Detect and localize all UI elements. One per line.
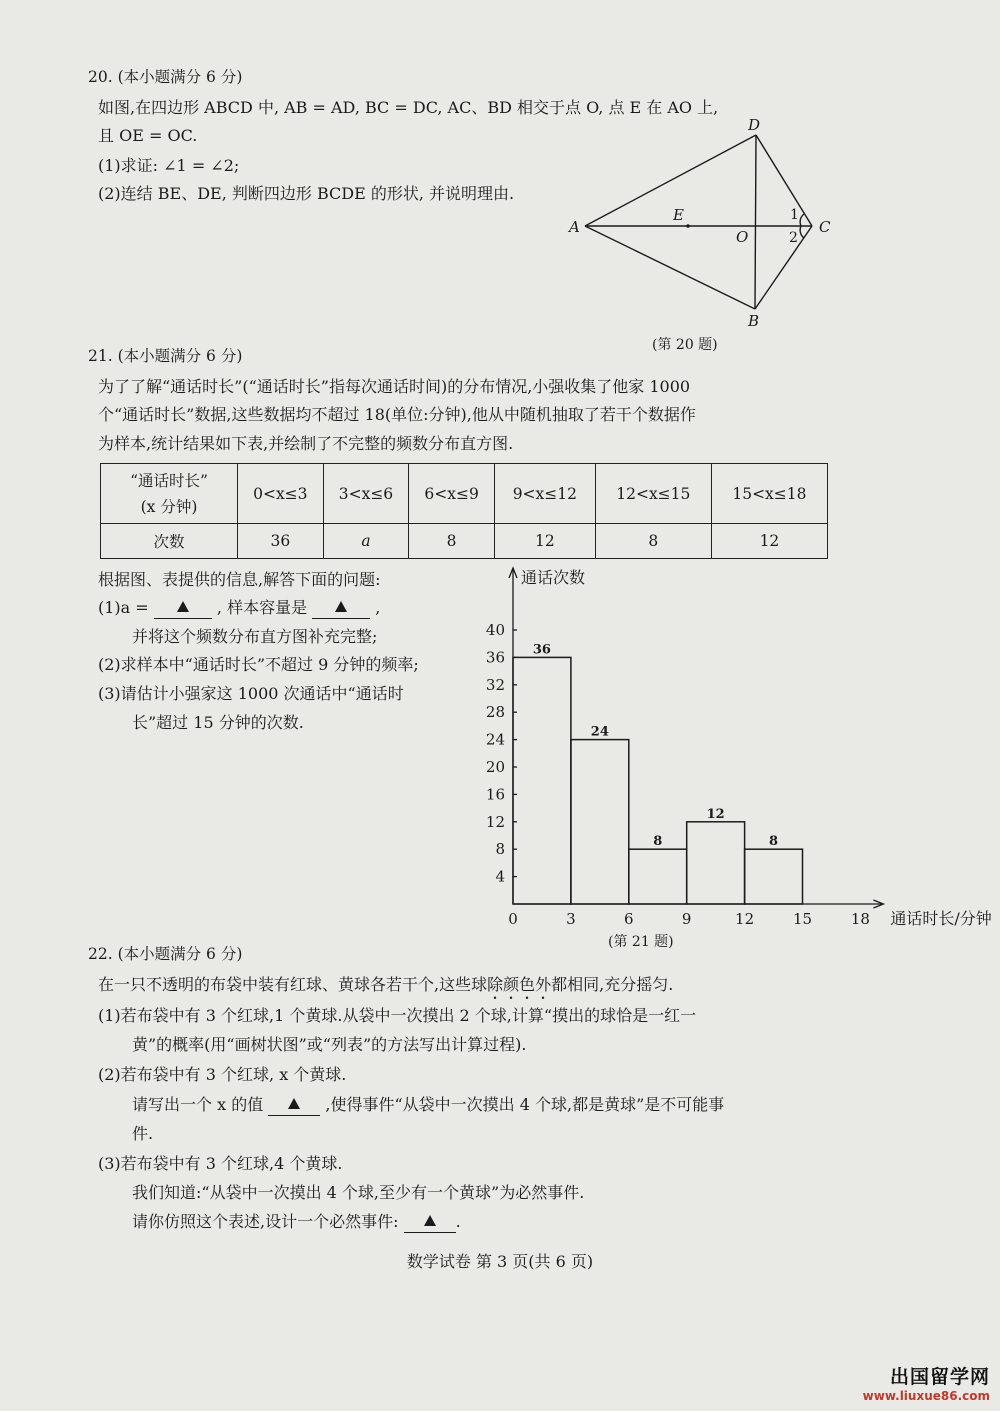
table-interval-cell: 9<x≤12 [494,464,595,524]
q21-caption: (第 21 题) [608,934,674,950]
histogram-chart [465,560,992,928]
y-tick-label: 40 [485,621,505,639]
table-row-header [101,464,238,524]
y-tick-label: 20 [485,758,505,776]
table-interval-cell: 3<x≤6 [323,464,409,524]
q21-prompt: 根据图、表提供的信息,解答下面的问题: [98,570,381,589]
segment-AB [585,226,755,309]
q22-part3-line2: 我们知道:“从袋中一次摸出 4 个球,至少有一个黄球”为必然事件. [132,1183,585,1202]
answer-blank-x [268,1095,320,1116]
q21-line1: 为了了解“通话时长”(“通话时长”指每次通话时间)的分布情况,小强收集了他家 1000 [98,377,691,396]
table-row-intervals [101,464,828,524]
q22-line1 [98,975,673,1003]
q22-header: 22. (本小题满分 6 分) [88,945,243,963]
q22-part3-c: 请你仿照这个表述,设计一个必然事件: [132,1212,399,1231]
x-tick-label: 3 [566,910,576,928]
point-E-dot [686,224,690,228]
q22-part2-b2: ,使得事件“从袋中一次摸出 4 个球,都是黄球”是不可能事 [325,1095,725,1114]
bar-value-label: 8 [769,834,779,850]
y-axis-title: 通话次数 [521,568,586,587]
triangle-icon [335,601,347,612]
table-count-label: 次数 [101,524,238,559]
triangle-icon [424,1215,436,1226]
bar-value-label: 36 [532,642,551,658]
q22-part3-line1: (3)若布袋中有 3 个红球,4 个黄球. [98,1154,343,1173]
answer-blank-event [404,1212,456,1233]
histogram-bar [513,657,571,904]
q22-line1-emphasis: 除颜色外 [487,975,552,994]
q20-part2: (2)连结 BE、DE, 判断四边形 BCDE 的形状, 并说明理由. [98,184,515,203]
q21-part1-a: (1)a = [98,598,149,617]
watermark [863,1362,990,1403]
table-count-cell: 8 [409,524,495,559]
q20-geometry-figure [560,118,850,330]
q22-line1-b: 都相同,充分摇匀. [551,975,674,994]
y-tick-label: 4 [495,867,505,886]
q21-line2: 个“通话时长”数据,这些数据均不超过 18(单位:分钟),他从中随机抽取了若干个数据作 [98,405,696,424]
q22-part3-line3 [132,1212,461,1233]
y-tick-label: 36 [485,648,505,667]
histogram-bar [571,740,629,904]
angle1-arc [800,214,804,226]
triangle-icon [288,1098,300,1109]
table-count-cell: 12 [711,524,827,559]
x-tick-label: 18 [850,910,870,928]
answer-blank-a [154,598,212,619]
q22-part2-line1: (2)若布袋中有 3 个红球, x 个黄球. [98,1065,347,1084]
y-tick-label: 32 [485,675,505,694]
table-count-cell: 8 [595,524,711,559]
q20-header: 20. (本小题满分 6 分) [88,68,243,86]
label-angle1: 1 [790,207,799,223]
frequency-table [100,463,828,559]
y-tick-label: 12 [485,812,505,831]
table-interval-cell: 6<x≤9 [409,464,495,524]
table-interval-cell: 15<x≤18 [711,464,827,524]
label-E: E [673,206,684,224]
page-footer: 数学试卷 第 3 页(共 6 页) [406,1252,594,1271]
table-header-line2: (x 分钟) [140,497,198,516]
q22-part1-line1: (1)若布袋中有 3 个红球,1 个黄球.从袋中一次摸出 2 个球,计算“摸出的球恰是一红一 [98,1006,697,1025]
q22-part2-b1: 请写出一个 x 的值 [132,1095,264,1114]
table-row-counts [101,524,828,559]
q20-caption: (第 20 题) [652,337,718,353]
table-count-cell: 12 [494,524,595,559]
q22-line1-a: 在一只不透明的布袋中装有红球、黄球各若干个,这些球 [98,975,488,994]
label-A: A [569,218,580,236]
q20-line2: 且 OE = OC. [98,126,198,145]
x-tick-label: 6 [624,910,634,928]
segment-BD [755,135,756,309]
watermark-url: www.liuxue86.com [862,1389,990,1403]
q21-part1-c: , [375,598,381,617]
x-tick-label: 0 [508,910,518,928]
label-C: C [819,218,831,236]
q21-part1 [98,598,380,619]
label-angle2: 2 [789,230,798,246]
q21-part2: (2)求样本中“通话时长”不超过 9 分钟的频率; [98,655,419,674]
y-tick-label: 28 [485,703,505,722]
label-B: B [748,312,760,330]
x-tick-label: 12 [735,910,755,928]
y-tick-label: 24 [485,730,505,749]
q21-part1-b: , 样本容量是 [216,598,308,617]
table-count-cell: a [323,524,409,559]
q21-part1-cont: 并将这个频数分布直方图补充完整; [132,627,378,646]
triangle-icon [177,601,189,612]
label-O: O [736,228,749,246]
bar-value-label: 24 [590,724,609,740]
answer-blank-sample-size [312,598,370,619]
q22-part1-line2: 黄”的概率(用“画树状图”或“列表”的方法写出计算过程). [132,1035,527,1054]
bar-value-label: 12 [706,806,725,822]
angle2-arc [800,226,804,238]
histogram-bar [629,849,687,904]
watermark-name: 出国留学网 [889,1366,990,1388]
q22-part3-end: . [455,1212,461,1231]
table-header-line1: “通话时长” [130,471,208,490]
x-tick-label: 15 [792,910,813,928]
table-count-cell: 36 [238,524,324,559]
q21-line3: 为样本,统计结果如下表,并绘制了不完整的频数分布直方图. [98,434,514,453]
q21-header: 21. (本小题满分 6 分) [88,347,243,365]
bar-value-label: 8 [653,834,663,850]
histogram-bar [687,822,745,904]
q20-line1: 如图,在四边形 ABCD 中, AB = AD, BC = DC, AC、BD 相交于点 O, 点 E 在 AO 上, [98,98,719,117]
q22-part2-line2 [132,1095,724,1116]
q20-part1: (1)求证: ∠1 = ∠2; [98,156,240,175]
segment-DC [756,135,812,226]
segment-AD [585,135,756,226]
histogram-bar [745,849,803,904]
q21-part3-line2: 长”超过 15 分钟的次数. [132,713,304,732]
q22-part2-line3: 件. [132,1124,154,1143]
y-tick-label: 8 [495,840,505,859]
x-tick-label: 9 [681,910,692,928]
label-D: D [748,116,761,134]
y-tick-label: 16 [485,785,505,804]
table-interval-cell: 12<x≤15 [595,464,711,524]
x-axis-title: 通话时长/分钟 [890,909,992,928]
q21-part3-line1: (3)请估计小强家这 1000 次通话中“通话时 [98,684,404,703]
table-interval-cell: 0<x≤3 [238,464,324,524]
